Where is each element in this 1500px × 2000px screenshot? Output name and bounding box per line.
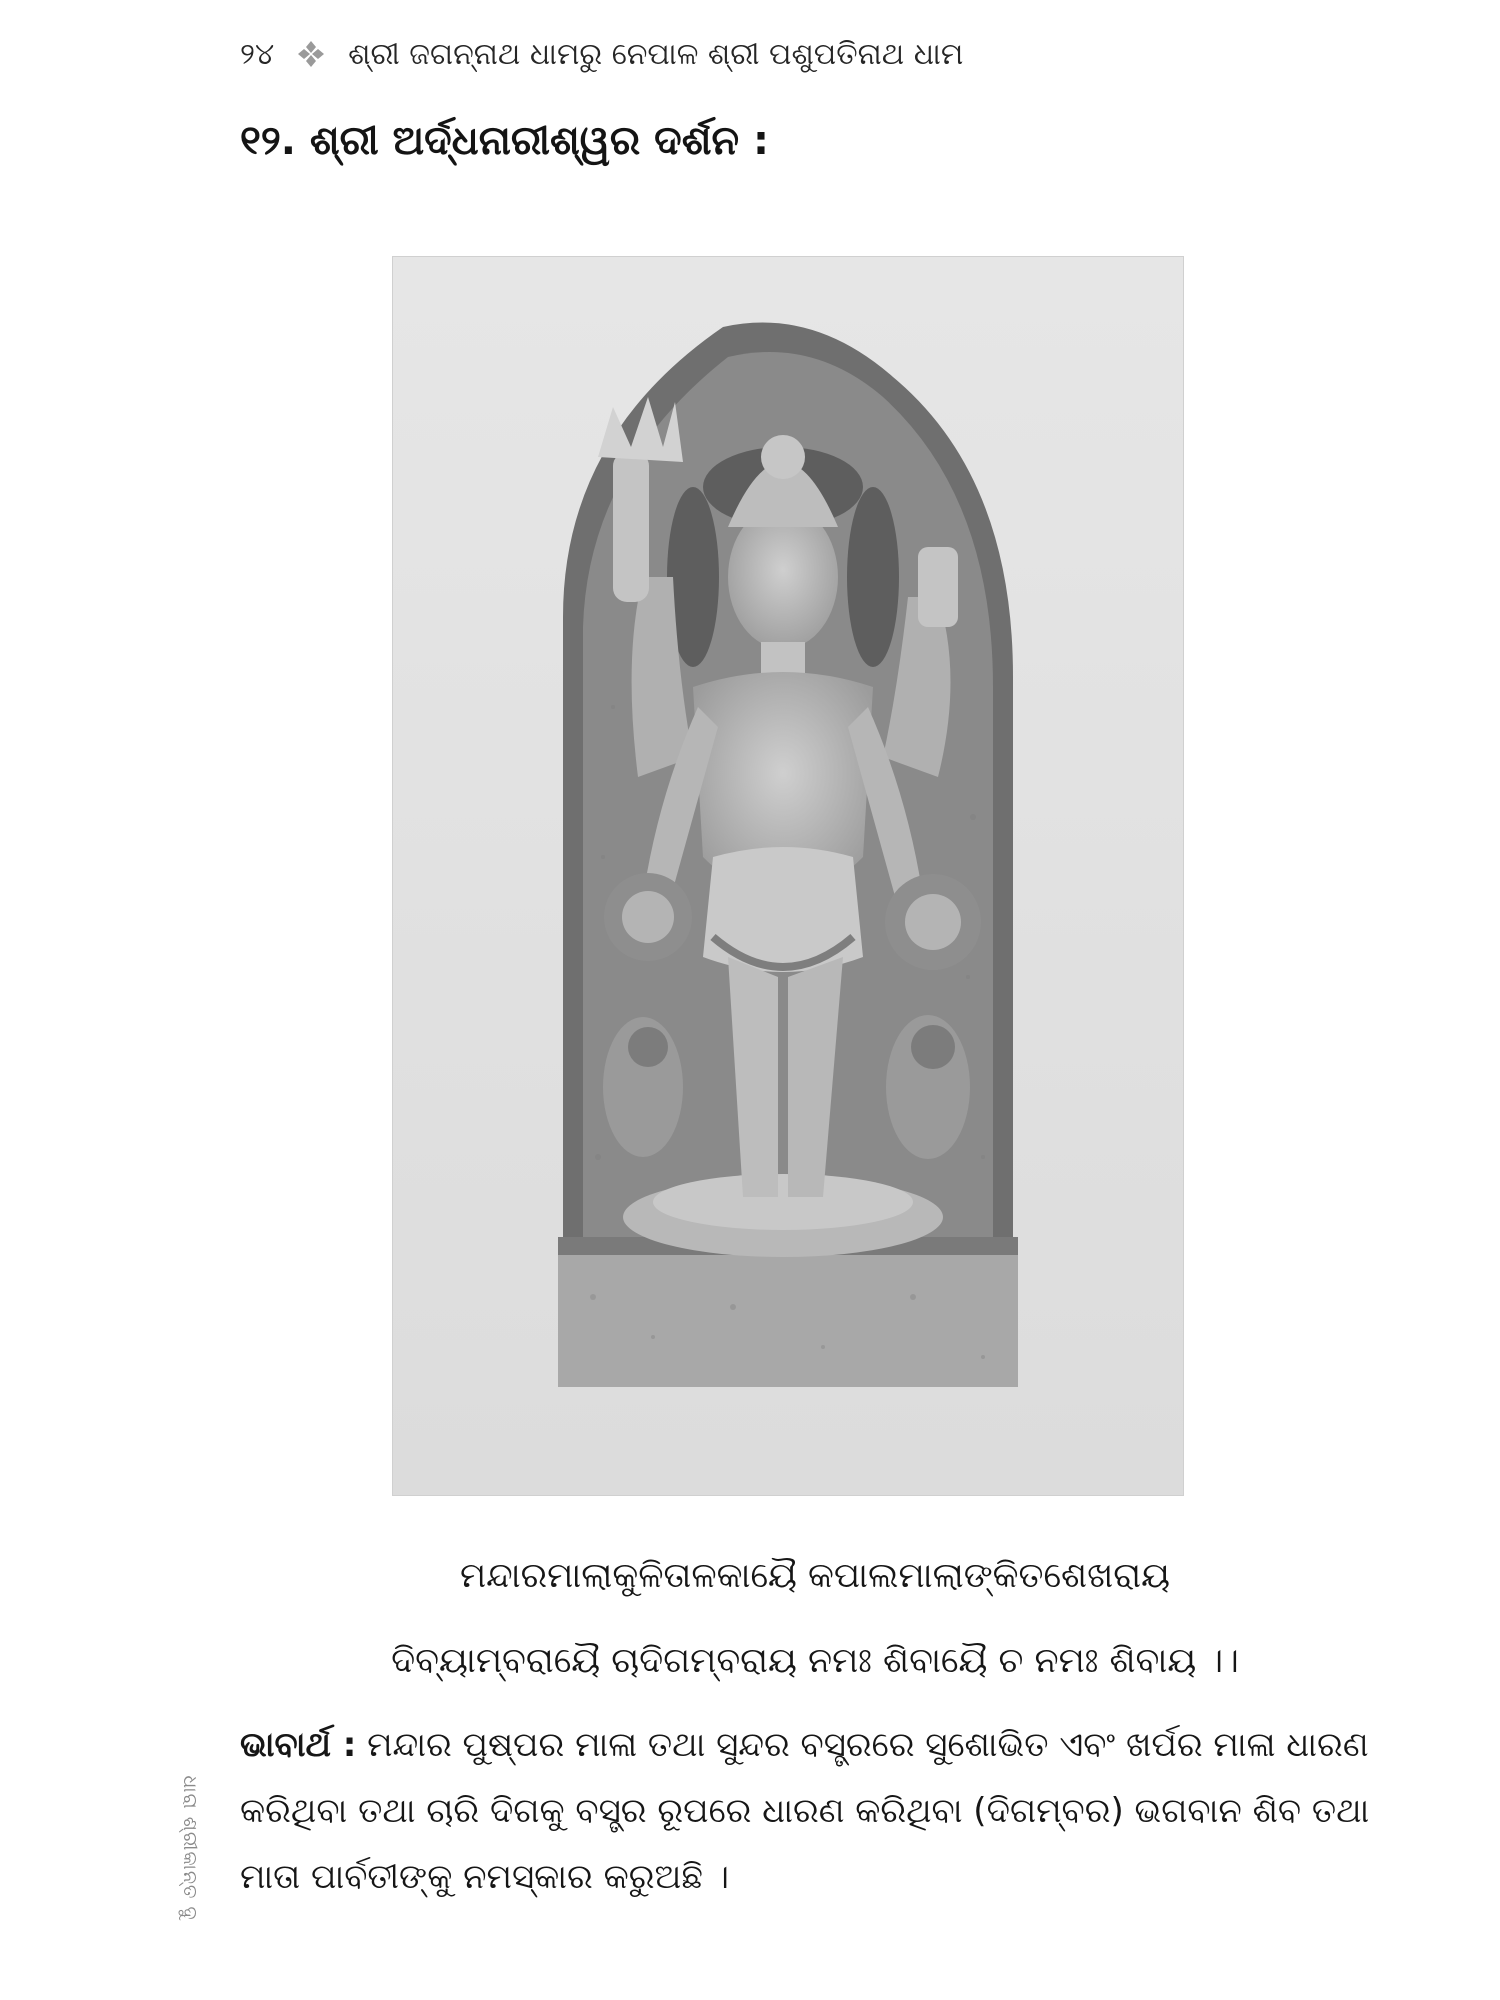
ardhanarishvara-sculpture-photo xyxy=(392,256,1184,1496)
verse-line-2: ଦିବ୍ୟାମ୍ବରାୟୈ ଚାଦିଗମ୍ବରାୟ ନମଃ ଶିବାୟୈ ଚ ନମଃ ଶିବାୟ ।। xyxy=(391,1641,1239,1681)
four-diamond-ornament-icon xyxy=(296,39,326,69)
side-stamp-text: ଧାରା ଶ୍ରୀକାନ୍ତ ଦୁ xyxy=(179,1775,201,1921)
page-number: ୨୪ xyxy=(240,36,275,72)
section-title: ୧୨. ଶ୍ରୀ ଅର୍ଦ୍ଧନାରୀଶ୍ୱର ଦର୍ଶନ : xyxy=(240,118,769,164)
meaning-paragraph xyxy=(240,1712,1380,1910)
side-stamp xyxy=(176,1718,204,1978)
running-title: ଶ୍ରୀ ଜଗନ୍ନାଥ ଧାମରୁ ନେପାଳ ଶ୍ରୀ ପଶୁପତିନାଥ ଧାମ xyxy=(348,36,964,72)
running-header xyxy=(240,34,963,74)
verse-line-1: ମନ୍ଦାରମାଲାକୁଳିତାଳକାୟୈ କପାଲମାଲାଙ୍କିତଶେଖରାୟ xyxy=(460,1556,1170,1596)
meaning-label: ଭାବାର୍ଥ : xyxy=(240,1725,357,1765)
meaning-text: ମନ୍ଦାର ପୁଷ୍ପର ମାଳା ତଥା ସୁନ୍ଦର ବସ୍ତ୍ରରେ ସୁଶୋଭିତ ଏବଂ ଖର୍ପର ମାଳା ଧାରଣ କରିଥିବା ତଥା ଚାରି ଦିଗକୁ ବସ୍ତ୍ର ରୂପରେ ଧାରଣ କରିଥିବା (ଦିଗମ୍ବର) ଭଗବାନ ଶିବ ତଥା ମାତା ପାର୍ବତୀଙ୍କୁ ନମସ୍କାର କରୁଅଛି । xyxy=(240,1725,1370,1897)
